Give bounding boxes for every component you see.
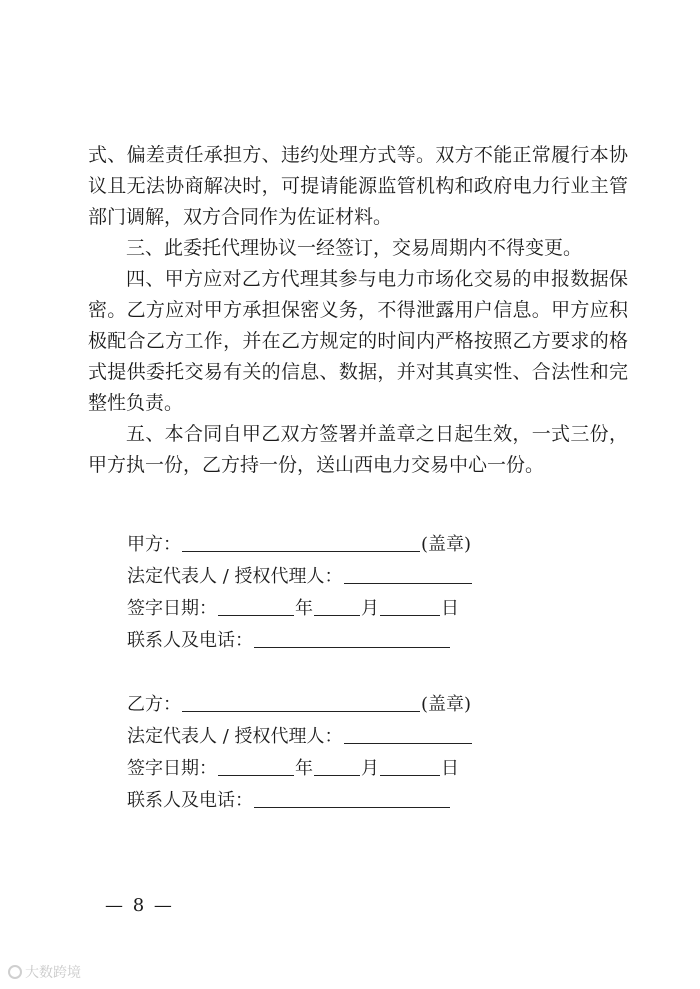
party-a-year-blank bbox=[218, 595, 294, 616]
paragraph-clause-5: 五、本合同自甲乙双方签署并盖章之日起生效，一式三份，甲方执一份，乙方持一份，送山西电力交易中心一份。 bbox=[88, 423, 628, 476]
party-b-contact-row bbox=[127, 785, 473, 817]
party-b-day-blank bbox=[380, 755, 440, 776]
signature-block-party-b bbox=[127, 689, 473, 817]
party-b-contact-blank bbox=[254, 787, 450, 808]
party-b-rep-label: 法定代表人 / 授权代理人： bbox=[127, 726, 343, 747]
party-a-year: 年 bbox=[295, 598, 313, 619]
party-a-date-label: 签字日期： bbox=[127, 598, 217, 619]
party-a-blank bbox=[182, 531, 420, 552]
party-b-month: 月 bbox=[361, 758, 379, 779]
party-a-month-blank bbox=[314, 595, 360, 616]
party-b-year-blank bbox=[218, 755, 294, 776]
watermark bbox=[8, 962, 81, 982]
party-a-contact-label: 联系人及电话： bbox=[127, 630, 253, 651]
watermark-text: 大数跨境 bbox=[25, 965, 81, 981]
signature-block-party-a bbox=[127, 529, 473, 657]
party-a-rep-label: 法定代表人 / 授权代理人： bbox=[127, 566, 343, 587]
party-b-blank bbox=[182, 691, 420, 712]
party-a-day-blank bbox=[380, 595, 440, 616]
watermark-logo-icon bbox=[8, 965, 22, 979]
paragraph-clause-4: 四、甲方应对乙方代理其参与电力市场化交易的申报数据保密。乙方应对甲方承担保密义务，不得泄露用户信息。甲方应积极配合乙方工作，并在乙方规定的时间内严格按照乙方要求的格式提供委托交易有关的信息、数据，并对其真实性、合法性和完整性负责。 bbox=[88, 268, 628, 414]
party-b-rep-blank bbox=[344, 723, 472, 744]
party-b-day: 日 bbox=[441, 758, 459, 779]
party-b-label: 乙方： bbox=[127, 694, 181, 715]
party-b-rep-row bbox=[127, 721, 473, 753]
party-b-month-blank bbox=[314, 755, 360, 776]
party-a-seal: (盖章) bbox=[421, 534, 472, 555]
page-number: — 8 — bbox=[105, 895, 174, 916]
party-b-row bbox=[127, 689, 473, 721]
party-a-contact-row bbox=[127, 625, 473, 657]
paragraph-clause-3: 三、此委托代理协议一经签订，交易周期内不得变更。 bbox=[126, 237, 583, 259]
party-a-day: 日 bbox=[441, 598, 459, 619]
party-b-date-label: 签字日期： bbox=[127, 758, 217, 779]
party-a-contact-blank bbox=[254, 627, 450, 648]
party-b-year: 年 bbox=[295, 758, 313, 779]
party-b-date-row bbox=[127, 753, 473, 785]
party-b-seal: (盖章) bbox=[421, 694, 472, 715]
party-a-label: 甲方： bbox=[127, 534, 181, 555]
party-a-date-row bbox=[127, 593, 473, 625]
party-a-month: 月 bbox=[361, 598, 379, 619]
party-b-contact-label: 联系人及电话： bbox=[127, 790, 253, 811]
party-a-rep-blank bbox=[344, 563, 472, 584]
paragraph-continuation: 式、偏差责任承担方、违约处理方式等。双方不能正常履行本协议且无法协商解决时，可提请能源监管机构和政府电力行业主管部门调解，双方合同作为佐证材料。 bbox=[88, 144, 628, 228]
party-a-rep-row bbox=[127, 561, 473, 593]
party-a-row bbox=[127, 529, 473, 561]
